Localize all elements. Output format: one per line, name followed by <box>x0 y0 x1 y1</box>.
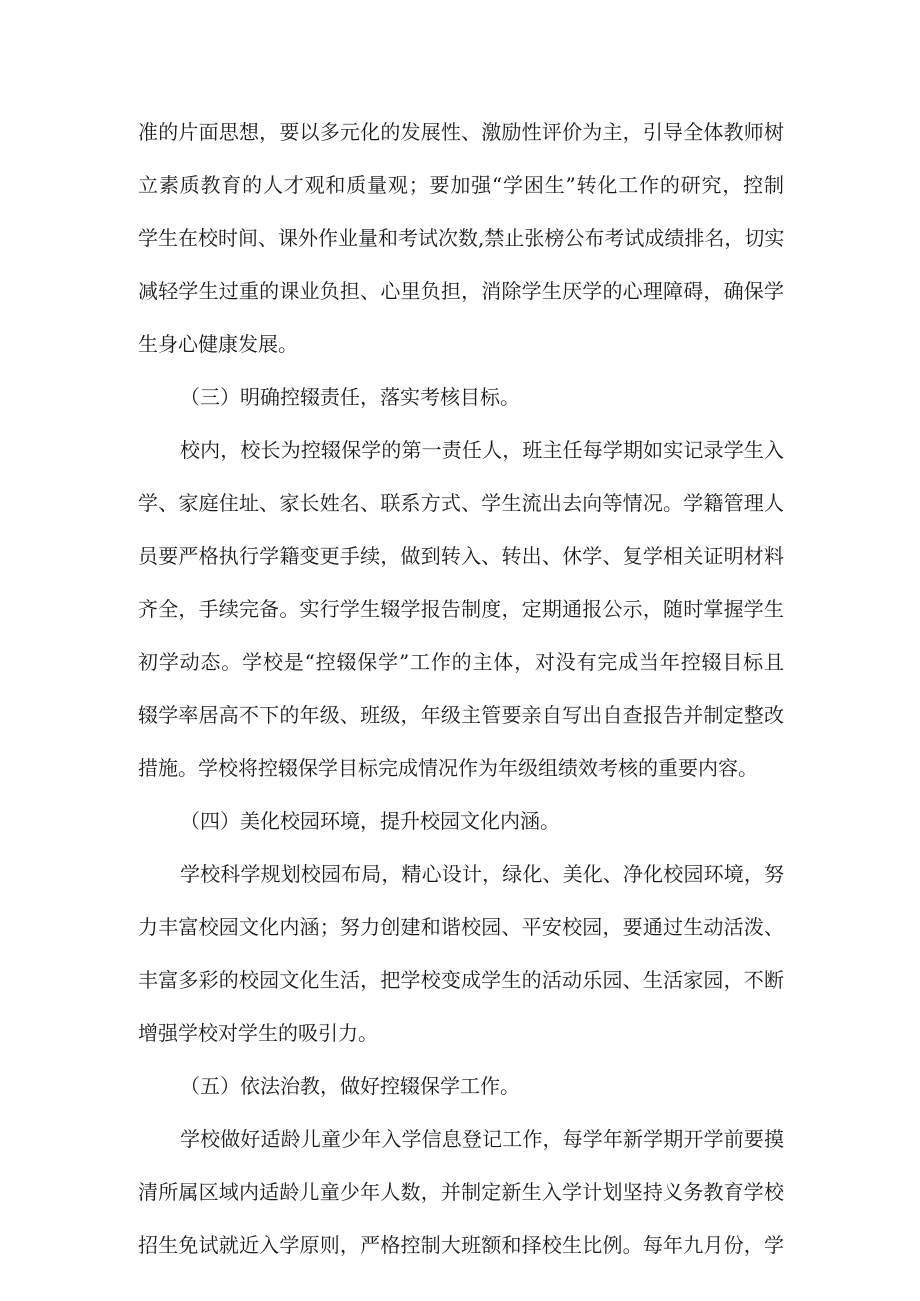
body-text-line: 减轻学生过重的课业负担、心里负担，消除学生厌学的心理障碍，确保学 <box>138 279 784 303</box>
section-heading: （五）依法治教，做好控辍保学工作。 <box>180 1074 520 1098</box>
body-text-line: 力丰富校园文化内涵；努力创建和谐校园、平安校园，要通过生动活泼、 <box>138 915 784 939</box>
body-text-line: 学校科学规划校园布局，精心设计，绿化、美化、净化校园环境，努 <box>180 862 784 886</box>
body-text-line: 学生在校时间、课外作业量和考试次数,禁止张榜公布考试成绩排名，切实 <box>138 226 785 250</box>
body-text-line: 学、家庭住址、家长姓名、联系方式、学生流出去向等情况。学籍管理人 <box>138 491 784 515</box>
body-text-line: 员要严格执行学籍变更手续，做到转入、转出、休学、复学相关证明材料 <box>138 544 784 568</box>
body-text-line: 措施。学校将控辍保学目标完成情况作为年级组绩效考核的重要内容。 <box>138 756 758 780</box>
body-text-line: 生身心健康发展。 <box>138 332 298 356</box>
body-text-line: 辍学率居高不下的年级、班级，年级主管要亲自写出自查报告并制定整改 <box>138 703 784 727</box>
body-text-line: 清所属区域内适龄儿童少年人数，并制定新生入学计划坚持义务教育学校 <box>138 1180 784 1204</box>
body-text-line: 校内，校长为控辍保学的第一责任人，班主任每学期如实记录学生入 <box>180 438 784 462</box>
body-text-line: 准的片面思想，要以多元化的发展性、激励性评价为主，引导全体教师树 <box>138 120 784 144</box>
body-text-line: 立素质教育的人才观和质量观；要加强“学困生”转化工作的研究，控制 <box>138 173 784 197</box>
section-heading: （四）美化校园环境，提升校园文化内涵。 <box>180 809 560 833</box>
body-text-line: 丰富多彩的校园文化生活，把学校变成学生的活动乐园、生活家园，不断 <box>138 968 784 992</box>
section-heading: （三）明确控辍责任，落实考核目标。 <box>180 385 520 409</box>
body-text-line: 齐全，手续完备。实行学生辍学报告制度，定期通报公示，随时掌握学生 <box>138 597 784 621</box>
body-text-line: 招生免试就近入学原则，严格控制大班额和择校生比例。每年九月份，学 <box>138 1233 784 1257</box>
body-text-line: 增强学校对学生的吸引力。 <box>138 1021 378 1045</box>
body-text-line: 学校做好适龄儿童少年入学信息登记工作，每学年新学期开学前要摸 <box>180 1127 784 1151</box>
body-text-line: 初学动态。学校是“控辍保学”工作的主体，对没有完成当年控辍目标且 <box>138 650 784 674</box>
